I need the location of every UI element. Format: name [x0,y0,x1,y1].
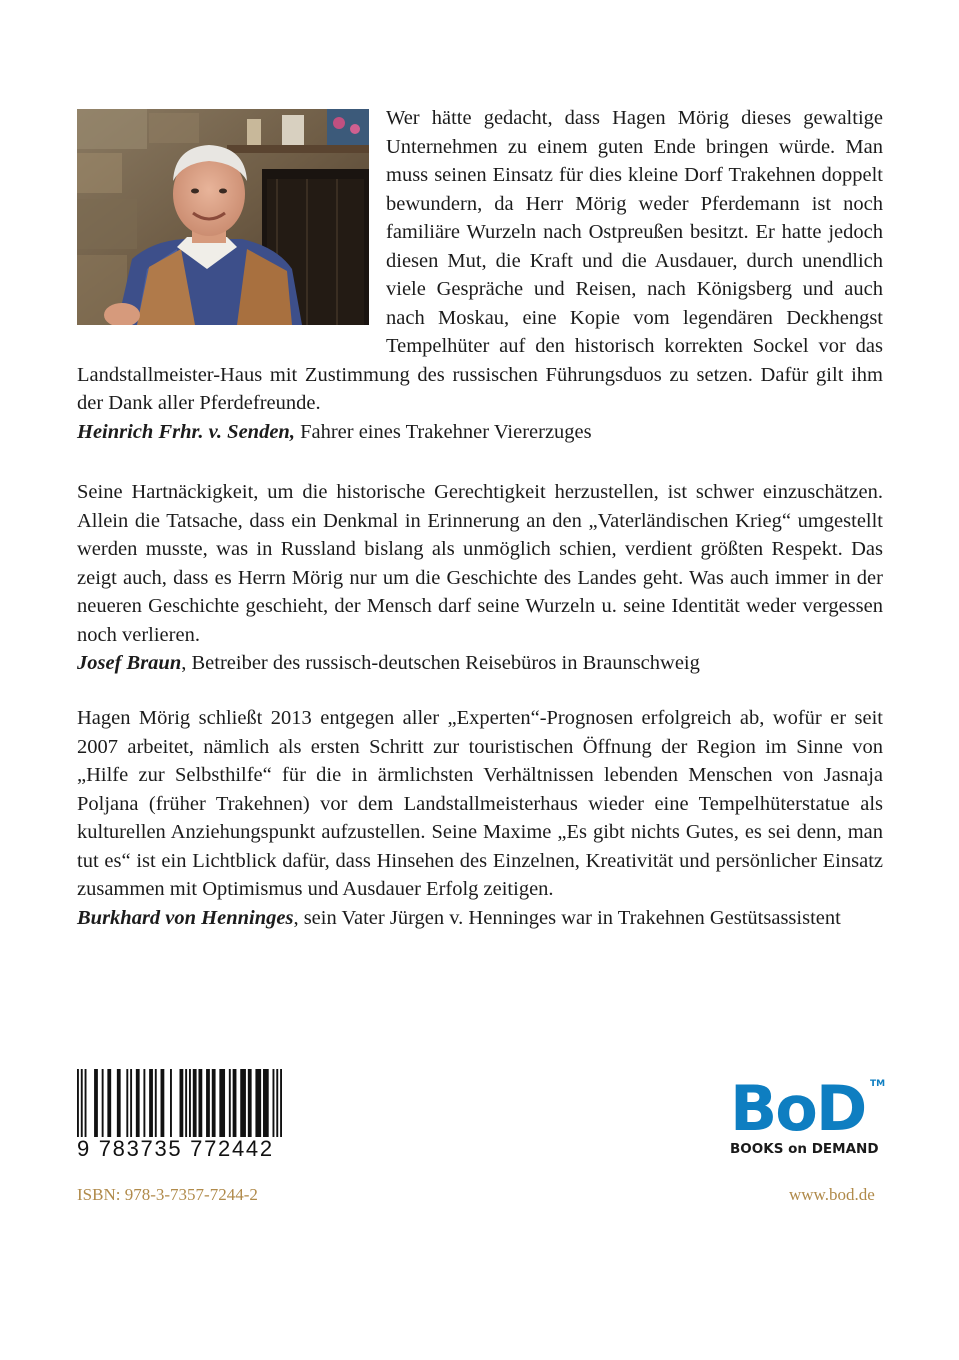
testimonial-role: , Betreiber des russisch-deutschen Reisebüros in Braunschweig [181,652,700,674]
testimonial-author: Heinrich Frhr. v. Senden, [77,420,295,443]
publisher-url: www.bod.de [789,1185,875,1204]
testimonial-3 [77,704,883,932]
photo-wrap-spacer [77,104,386,336]
testimonial-2 [77,478,883,678]
testimonial-attribution [77,904,883,933]
isbn-number: ISBN: 978-3-7357-7244-2 [77,1185,258,1204]
publisher-tagline: BOOKS on DEMAND [730,1141,879,1157]
testimonial-role: , sein Vater Jürgen v. Henninges war in Trakehnen Gestütsassistent [293,906,841,929]
trademark-mark: TM [870,1079,886,1089]
bod-logo-icon: BoD [730,1072,866,1145]
testimonial-1 [77,104,883,446]
publisher-logo [730,1072,886,1157]
testimonial-text: Seine Hartnäckigkeit, um die historische Gerechtigkeit herzustellen, ist schwer einzuschätzen. Allein die Tatsache, dass ein Denkmal in Erinnerung an den „Vaterländischen Krieg“ umgestellt werden musste, was in Russland bislang als unmöglich schien, verdient größten Respekt. Das zeigt auch, dass es Herrn Mörig nur um die Geschichte des Landes geht. Was auch immer in der neueren Geschichte geschieht, der Mensch darf seine Wurzeln u. seine Identität weder vergessen noch verlieren. [77,481,883,646]
testimonial-attribution [77,649,883,678]
barcode-bars-icon [77,1069,282,1137]
testimonial-role: Fahrer eines Trakehner Viererzuges [294,420,592,443]
barcode-digits: 9 783735 772442 [77,1136,274,1161]
testimonial-author: Burkhard von Henninges [77,906,294,929]
testimonial-author: Josef Braun [77,652,182,674]
testimonial-text: Hagen Mörig schließt 2013 entgegen aller „Experten“-Prognosen erfolgreich ab, wofür er seit 2007 arbeitet, nämlich als ersten Schritt zur touristischen Öffnung der Region im Sinne von „Hilfe zur Selbsthilfe“ für die in ärmlichsten Verhältnissen lebenden Menschen von Jasnaja Poljana (früher Trakehnen) vor dem Landstallmeisterhaus wieder eine Tempelhüterstatue als kulturellen Anziehungspunkt aufzustellen. Seine Maxime „Es gibt nichts Gutes, es sei denn, man tut es“ ist ein Lichtblick dafür, dass Hinsehen des Einzelnen, Kreativität und persönlicher Einsatz zusammen mit Optimismus und Ausdauer Erfolg zeitigen. [77,707,883,900]
barcode [77,1069,282,1169]
testimonial-text: Wer hätte gedacht, dass Hagen Mörig dieses gewaltige Unternehmen zu einem guten Ende bringen würde. Man muss seinen Einsatz für dies kleine Dorf Trakehnen doppelt bewundern, da Herr Mörig weder Pferdemann ist noch familiäre Wurzeln nach Ostpreußen besitzt. Er hatte jedoch diesen Mut, die Kraft und die Ausdauer, durch unendlich viele Gespräche und Reisen, nach Königsberg und auch nach Moskau, eine Kopie vom legendären Deckhengst Tempelhüter auf den historisch korrekten Sockel vor das Landstallmeister-Haus mit Zustimmung des russischen Führungsduos zu setzen. Dafür gilt ihm der Dank aller Pferdefreunde. [77,107,883,414]
testimonial-attribution [77,418,883,447]
